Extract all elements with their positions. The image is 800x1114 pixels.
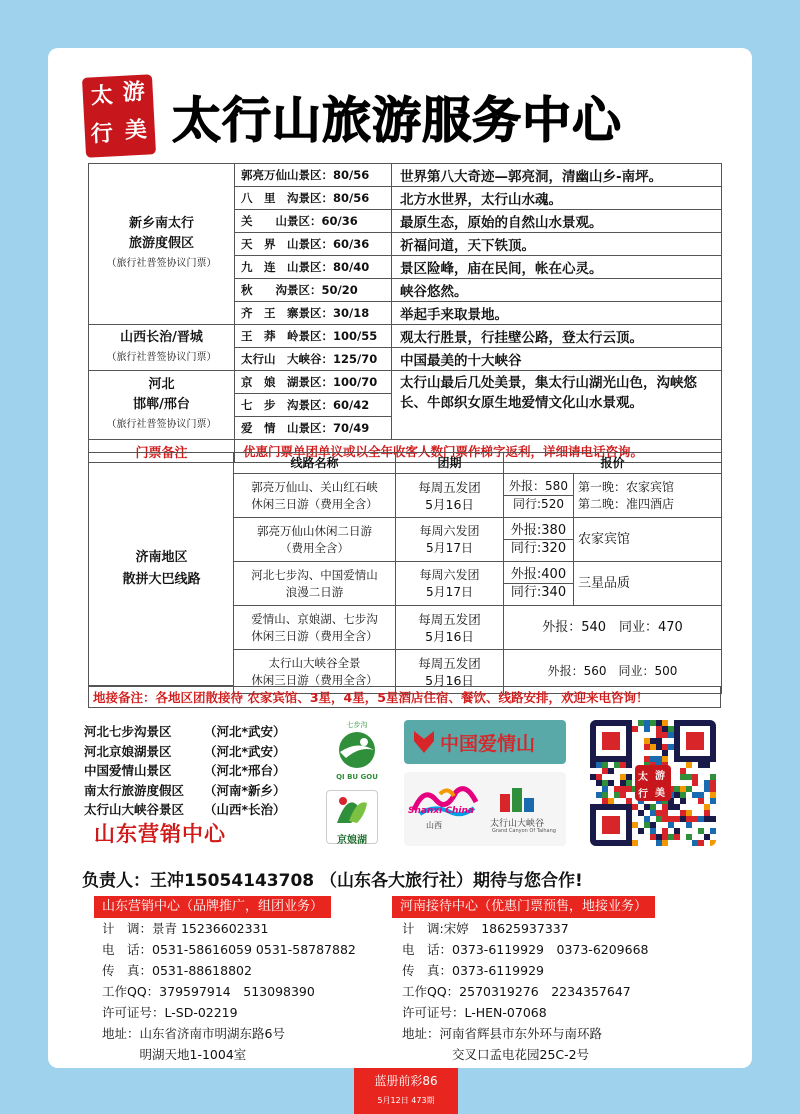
route-row xyxy=(234,474,722,518)
region-name: 山西长治/晋城 xyxy=(120,329,203,345)
qr-seal-char: 游 xyxy=(655,771,665,782)
office-details-shandong xyxy=(102,918,356,1065)
qibugou-text: QI BU GOU xyxy=(336,773,378,781)
table-row xyxy=(89,371,722,394)
qr-code xyxy=(590,720,716,846)
route-date: 每周六发团 5月17日 xyxy=(396,518,504,562)
love-mountain-text: 中国爱情山 xyxy=(440,733,536,755)
list-item xyxy=(84,800,286,820)
scenic-loc: （河南*新乡） xyxy=(204,782,286,798)
spot-desc: 太行山最后几处美景，集太行山湖光山色，沟峡悠长、牛郎织女原生地爱情文化山水景观。 xyxy=(392,371,722,440)
route-row xyxy=(234,606,722,650)
spot-price: 王 莽 岭景区：100/55 xyxy=(235,325,392,348)
list-item xyxy=(84,742,286,762)
route-row xyxy=(234,562,722,606)
office-line: 许可证号：L-HEN-07068 xyxy=(402,1005,547,1020)
route-price: 外报：540 同业：470 xyxy=(504,606,722,650)
spot-price: 郭亮万仙山景区：80/56 xyxy=(235,164,392,187)
scenic-name: 太行山大峡谷景区 xyxy=(84,802,185,817)
spot-desc: 景区险峰，庙在民间，帐在心灵。 xyxy=(392,256,722,279)
office-title-henan: 河南接待中心（优惠门票预售，地接业务） xyxy=(392,896,655,918)
office-line: 工作QQ：2570319276 2234357647 xyxy=(402,984,631,999)
spot-price: 关 山景区：60/36 xyxy=(235,210,392,233)
spot-desc: 举起手来取景地。 xyxy=(392,302,722,325)
list-item xyxy=(84,761,286,781)
jinan-name: 济南地区 散拼大巴线路 xyxy=(122,550,201,587)
scenic-name: 南太行旅游度假区 xyxy=(84,782,185,798)
region-name: 新乡南太行 旅游度假区 xyxy=(128,216,194,251)
spot-desc: 北方水世界，太行山水魂。 xyxy=(392,187,722,210)
route-date: 每周五发团 5月16日 xyxy=(396,474,504,518)
spot-price: 爱 情 山景区：70/49 xyxy=(235,417,392,440)
route-hotel: 第一晚：农家宾馆 第二晚：准四酒店 xyxy=(574,474,722,518)
route-date: 每周五发团 5月16日 xyxy=(396,606,504,650)
header-price: 报价 xyxy=(504,453,722,474)
region-note: （旅行社普签协议门票） xyxy=(106,351,217,363)
table-row xyxy=(89,164,722,187)
jingniang-text: 京娘湖 xyxy=(337,835,367,846)
marketing-center-title: 山东营销中心 xyxy=(94,822,226,846)
office-line: 传 真：0531-88618802 xyxy=(102,963,252,978)
spot-desc: 最原生态，原始的自然山水景观。 xyxy=(392,210,722,233)
table-row xyxy=(89,325,722,348)
ext-price: 外报：580 xyxy=(504,478,573,496)
scenic-list xyxy=(84,722,286,820)
page-number: 蓝册前彩86 xyxy=(374,1074,438,1088)
spot-price: 九 连 山景区：80/40 xyxy=(235,256,392,279)
route-name: 郭亮万仙山、关山红石峡 休闲三日游（费用全含） xyxy=(234,474,396,518)
jinan-region xyxy=(88,452,234,686)
peer-price: 同行:520 xyxy=(513,497,564,511)
shanxi-cn-text: 山西 xyxy=(426,821,442,830)
office-line: 电 话：0531-58616059 0531-58787882 xyxy=(102,942,356,957)
office-line: 地址：河南省辉县市东外环与南环路 xyxy=(402,1026,603,1041)
issue-date: 5月12日 473期 xyxy=(377,1096,435,1105)
scenic-loc: （山西*长治） xyxy=(204,802,286,817)
ticket-note-label: 门票备注 xyxy=(89,440,235,463)
local-note: 地接备注：各地区团散接待 农家宾馆、3星，4星，5星酒店住宿、餐饮、线路安排，欢迎来电咨询！ xyxy=(88,686,721,708)
region-cell xyxy=(89,371,235,440)
scenic-name: 河北七步沟景区 xyxy=(84,724,172,739)
qr-center-seal xyxy=(635,765,671,801)
qr-seal-char: 行 xyxy=(638,789,648,800)
region-note: （旅行社普签协议门票） xyxy=(106,258,217,269)
spot-price: 太行山 大峡谷：125/70 xyxy=(235,348,392,371)
spot-desc: 中国最美的十大峡谷 xyxy=(392,348,722,371)
scenic-loc: （河北*武安） xyxy=(204,743,286,759)
region-name: 河北 邯郸/邢台 xyxy=(133,377,190,412)
ext-price: 外报:400 xyxy=(504,566,573,584)
seal-logo xyxy=(82,74,156,158)
spot-price: 秋 沟景区：50/20 xyxy=(235,279,392,302)
spot-desc: 祈福问道，天下铁顶。 xyxy=(392,233,722,256)
office-line: 电 话：0373-6119929 0373-6209668 xyxy=(402,942,649,957)
scenic-loc: （河北*武安） xyxy=(204,724,286,739)
spot-price: 七 步 沟景区：60/42 xyxy=(235,394,392,417)
seal-char: 行 xyxy=(90,120,114,148)
qr-seal-char: 太 xyxy=(638,772,648,783)
office-line: 计 调:宋婷 18625937337 xyxy=(402,921,569,936)
route-hotel: 农家宾馆 xyxy=(574,518,722,562)
office-line: 传 真：0373-6119929 xyxy=(402,963,544,978)
peer-price: 同行:340 xyxy=(510,585,567,600)
office-line: 交叉口孟电花园25C-2号 xyxy=(402,1047,590,1062)
route-date: 每周五发团 5月16日 xyxy=(396,650,504,694)
qibugou-logo xyxy=(324,720,390,786)
route-price: 外报：560 同业：500 xyxy=(504,650,722,694)
seal-char: 美 xyxy=(124,116,148,144)
spot-desc: 观太行胜景，行挂壁公路，登太行云顶。 xyxy=(392,325,722,348)
taihang-en-text: Grand Canyon Of Taihang xyxy=(492,828,556,834)
header-route: 线路名称 xyxy=(234,453,396,474)
list-item xyxy=(84,722,286,742)
header-date: 团期 xyxy=(396,453,504,474)
shanxi-taihang-logo xyxy=(404,772,566,846)
seal-char: 太 xyxy=(90,82,114,110)
spot-desc: 世界第八大奇迹—郭亮洞，清幽山乡-南坪。 xyxy=(392,164,722,187)
route-name: 太行山大峡谷全景 休闲三日游（费用全含） xyxy=(234,650,396,694)
route-date: 每周六发团 5月17日 xyxy=(396,562,504,606)
route-name: 郭亮万仙山休闲二日游 （费用全含） xyxy=(234,518,396,562)
table-header xyxy=(234,453,722,474)
scenic-name: 中国爱情山景区 xyxy=(84,763,172,778)
ticket-note-text: 优惠门票单团单议或以全年收客人数门票作梯字返利，详细请电话咨询。 xyxy=(235,440,722,463)
peer-price: 同行:320 xyxy=(510,541,567,556)
scenic-loc: （河北*邢台） xyxy=(204,763,286,778)
ticket-table xyxy=(88,163,722,463)
contact-line: 负责人：王冲15054143708 （山东各大旅行社）期待与您合作! xyxy=(82,871,583,891)
route-name: 爱情山、京娘湖、七步沟 休闲三日游（费用全含） xyxy=(234,606,396,650)
route-hotel: 三星品质 xyxy=(574,562,722,606)
shanxi-text: Shanxi China xyxy=(408,806,474,816)
office-title-shandong: 山东营销中心（品牌推广，组团业务） xyxy=(94,896,331,918)
page-title: 太行山旅游服务中心 xyxy=(172,91,623,149)
office-line: 明湖天地1-1004室 xyxy=(102,1047,247,1062)
ext-price: 外报:380 xyxy=(504,522,573,540)
spot-price: 京 娘 湖景区：100/70 xyxy=(235,371,392,394)
spot-desc: 峡谷悠然。 xyxy=(392,279,722,302)
qibugou-top-text: 七步沟 xyxy=(346,721,368,729)
list-item xyxy=(84,781,286,801)
scenic-name: 河北京娘湖景区 xyxy=(84,743,172,759)
region-cell xyxy=(89,164,235,325)
spot-price: 齐 王 寨景区：30/18 xyxy=(235,302,392,325)
jingniang-logo xyxy=(326,790,378,844)
office-line: 计 调：景青 15236602331 xyxy=(102,921,269,936)
region-cell xyxy=(89,325,235,371)
page-footer xyxy=(354,1068,458,1114)
office-details-henan xyxy=(402,918,649,1065)
spot-price: 八 里 沟景区：80/56 xyxy=(235,187,392,210)
route-row xyxy=(234,518,722,562)
region-note: （旅行社普签协议门票） xyxy=(106,419,217,430)
route-name: 河北七步沟、中国爱情山 浪漫二日游 xyxy=(234,562,396,606)
qr-seal-char: 美 xyxy=(655,788,665,799)
routes-table xyxy=(233,452,722,694)
office-line: 地址：山东省济南市明湖东路6号 xyxy=(102,1026,285,1041)
spot-price: 天 界 山景区：60/36 xyxy=(235,233,392,256)
taihang-text: 太行山大峡谷 xyxy=(490,819,545,829)
office-line: 许可证号：L-SD-02219 xyxy=(102,1005,238,1020)
seal-char: 游 xyxy=(122,78,146,106)
love-mountain-logo xyxy=(404,720,566,764)
office-line: 工作QQ：379597914 513098390 xyxy=(102,984,315,999)
